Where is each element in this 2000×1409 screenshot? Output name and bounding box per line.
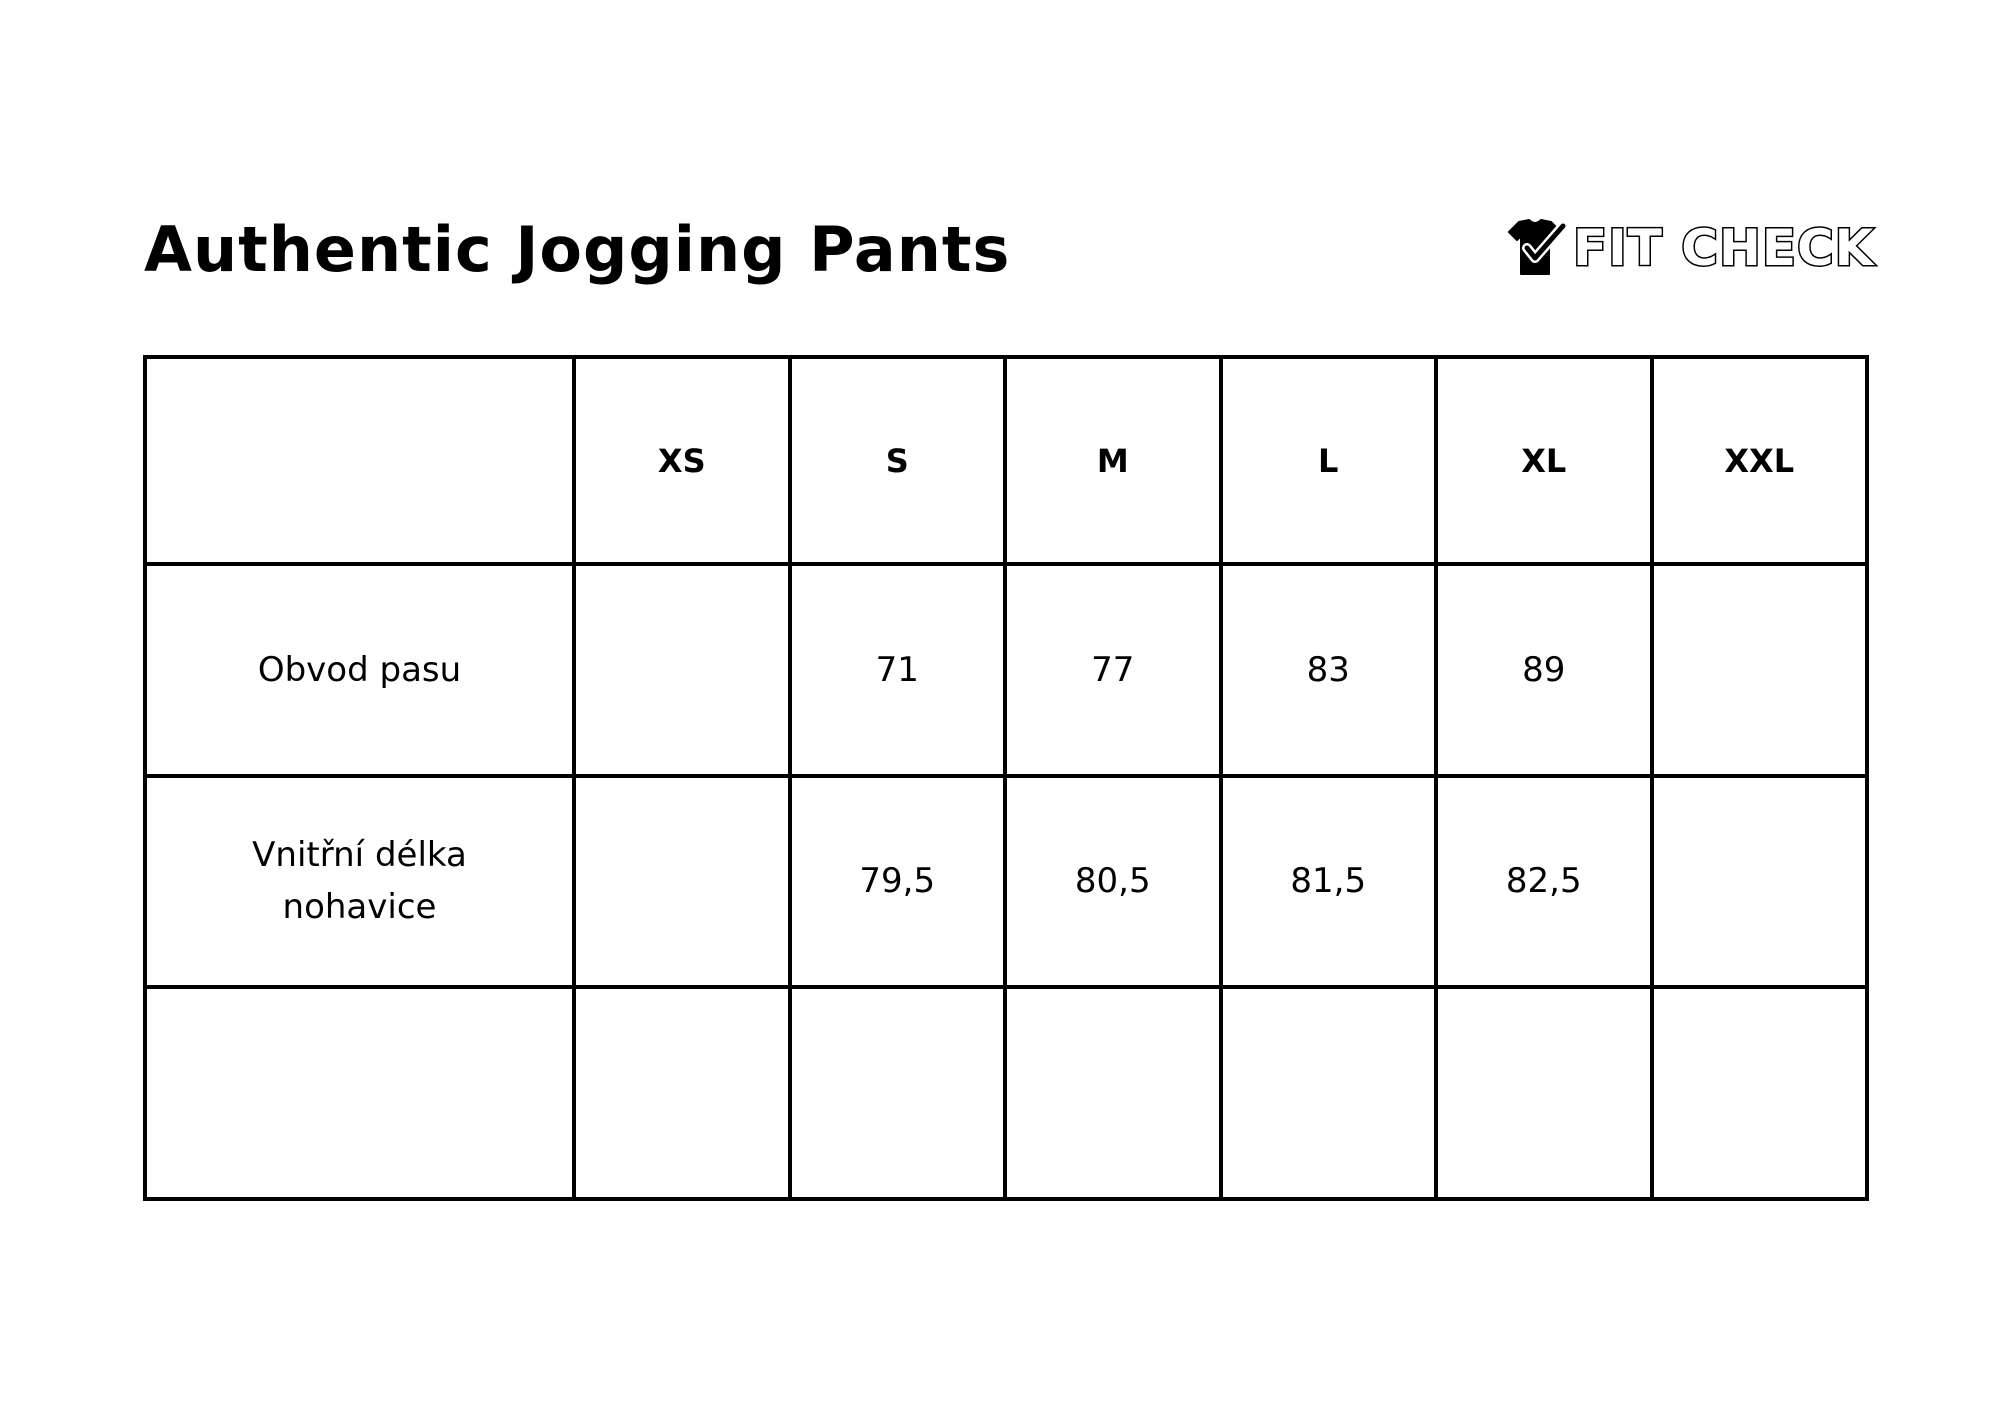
size-header-l: L — [1221, 357, 1437, 564]
table-row — [145, 776, 1867, 988]
table-cell: 77 — [1005, 564, 1221, 776]
table-cell: 79,5 — [790, 776, 1006, 988]
table-cell: 82,5 — [1436, 776, 1652, 988]
row-label-cell — [145, 987, 574, 1199]
table-cell — [1221, 987, 1437, 1199]
size-header-xxl: XXL — [1652, 357, 1868, 564]
table-cell: 89 — [1436, 564, 1652, 776]
row-label-cell — [145, 776, 574, 988]
size-header-m: M — [1005, 357, 1221, 564]
brand-logo-text: FIT CHECK — [1573, 219, 1875, 277]
row-label: Vnitřní délka nohavice — [252, 835, 467, 928]
table-cell: 83 — [1221, 564, 1437, 776]
corner-cell — [145, 357, 574, 564]
table-cell — [790, 987, 1006, 1199]
size-chart-table — [143, 355, 1869, 1201]
header-row — [145, 357, 1867, 564]
table-cell — [1652, 776, 1868, 988]
size-header-xs: XS — [574, 357, 790, 564]
table-cell — [1652, 564, 1868, 776]
table-cell: 71 — [790, 564, 1006, 776]
row-label-cell — [145, 564, 574, 776]
table-cell: 80,5 — [1005, 776, 1221, 988]
tshirt-check-icon — [1505, 218, 1571, 278]
table-cell — [1652, 987, 1868, 1199]
size-header-s: S — [790, 357, 1006, 564]
table-row — [145, 987, 1867, 1199]
size-header-xl: XL — [1436, 357, 1652, 564]
table-cell — [574, 564, 790, 776]
table-row — [145, 564, 1867, 776]
table-cell — [1436, 987, 1652, 1199]
page-title: Authentic Jogging Pants — [144, 213, 1011, 286]
row-label: Obvod pasu — [257, 649, 462, 690]
brand-logo — [1505, 218, 1874, 278]
table-cell — [574, 987, 790, 1199]
table-cell — [1005, 987, 1221, 1199]
table-cell: 81,5 — [1221, 776, 1437, 988]
table-cell — [574, 776, 790, 988]
